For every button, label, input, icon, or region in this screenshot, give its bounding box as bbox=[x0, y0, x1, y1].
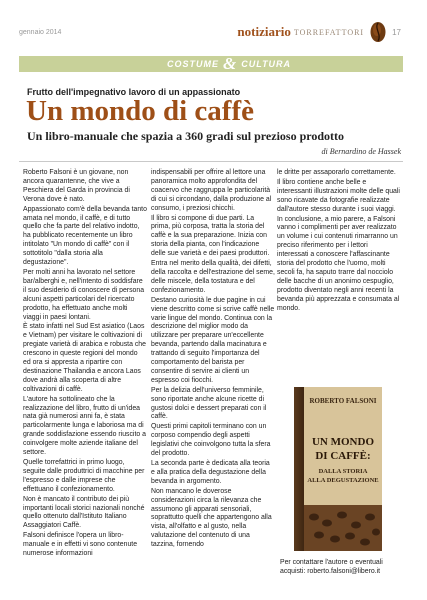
paragraph: Appassionato com'è della bevanda tanto amata nel mondo, il caffè, e di tutto quello che fa parte del relativo indotto, ha pubblicato recentemente un libro intitolato "Un mondo di caffè" con il sottotitolo "dalla storia alla degustazione". bbox=[23, 205, 147, 267]
paragraph: Questi primi capitoli terminano con un corposo compendio degli aspetti legislativi che coinvolgono tutta la sfera del prodotto. bbox=[151, 423, 271, 458]
coffee-bean-icon bbox=[369, 21, 387, 43]
book-author: ROBERTO FALSONI bbox=[309, 397, 377, 405]
paragraph: La seconda parte è dedicata alla teoria e alla pratica della degustazione della bevanda in argomento. bbox=[151, 460, 270, 485]
paragraph: Falsoni definisce l'opera un libro-manuale e in effetti vi sono contenute numerose informazioni bbox=[23, 532, 138, 558]
masthead bbox=[237, 22, 401, 42]
page-number: 17 bbox=[392, 27, 401, 37]
section-ampersand: & bbox=[223, 54, 238, 73]
paragraph: Il libro contiene anche belle e interessanti illustrazioni molte delle quali sono ricavate da fotografie realizzate dall'autore stesso durante i suoi viaggi. bbox=[277, 178, 400, 213]
book-subtitle-line2: ALLA DEGUSTAZIONE bbox=[307, 477, 379, 484]
divider bbox=[19, 161, 403, 162]
article-kicker: Frutto dell'impegnativo lavoro di un appassionato bbox=[27, 87, 241, 97]
paragraph: In conclusione, a mio parere, a Falsoni vanno i complimenti per aver realizzato un volume i cui contenuti rimarranno un preciso riferimento per i lettori interessati a conoscere l'affascinante storia del prodotto che l'uomo, molti secoli fa, ha saputo trarre dal nocciolo delle bacche di un anonimo cespuglio, prodotto diventato negli anni recenti la bevanda più apprezzata e consumata al mondo. bbox=[277, 215, 400, 312]
paragraph: Per la delizia dell'universo femminile, sono riportate anche alcune ricette di gustosi dolci e dessert preparati con il caffè. bbox=[151, 386, 267, 421]
section-bar bbox=[19, 56, 403, 72]
section-name-left: COSTUME bbox=[167, 59, 219, 69]
paragraph: L'autore ha sottolineato che la realizzazione del libro, frutto di un'idea nata già numerosi anni fa, è stata particolarmente lunga e laboriosa ma di grande soddisfazione essendo riuscito a coinvolgere molte aziende italiane del settore. bbox=[23, 395, 146, 457]
book-title-line2: DI CAFFÈ: bbox=[315, 450, 371, 462]
paragraph: Destano curiosità le due pagine in cui viene descritto come si scrive caffè nelle varie lingue del mondo. Continua con la descrizione del miglior modo da utilizzare per preparare un'eccellente bevanda, partendo dalla macinatura e trattando di seguito l'importanza del comportamento del barista per consentire di servire ai clienti un espresso coi fiocchi. bbox=[151, 296, 275, 384]
section-name-right: CULTURA bbox=[241, 59, 292, 69]
paragraph: Per molti anni ha lavorato nel settore bar/alberghi e, nell'intento di soddisfare il suo desiderio di conoscere di persona alcuni aspetti particolari del ricercato prodotto, ha effettuato anche molti viaggi in paesi lontani. bbox=[23, 268, 145, 321]
paragraph: Entra nel merito della qualità, dei difetti, della raccolta e dell'estrazione del seme, delle miscele, della tostatura e del confezionamento. bbox=[151, 260, 275, 294]
brand-subname: TORREFATTORI bbox=[293, 27, 365, 37]
article-title: Un mondo di caffè bbox=[26, 95, 254, 127]
book-subtitle-line1: DALLA STORIA bbox=[318, 468, 368, 475]
brand-name: notiziario bbox=[237, 24, 291, 39]
contact-caption: Per contattare l'autore o eventuali acquisti: roberto.falsoni@libero.it bbox=[280, 559, 383, 575]
book-cover-image bbox=[294, 387, 382, 551]
issue-date: gennaio 2014 bbox=[19, 29, 62, 36]
paragraph: indispensabili per offrire al lettore una panoramica molto approfondita del coacervo che raggruppa le particolarità di cui si circondano, dalla produzione al consumo, i preziosi chicchi. bbox=[151, 169, 272, 212]
paragraph: le dritte per assaporarlo correttamente. bbox=[277, 169, 396, 176]
article-subtitle: Un libro-manuale che spazia a 360 gradi sul prezioso prodotto bbox=[27, 129, 345, 143]
paragraph: È stato infatti nel Sud Est asiatico (Laos e Vietnam) per visitare le coltivazioni di pregiate varietà di arabica e robusta che crescono in queste regioni del mondo ed ora si appresta a ripartire con destinazione Thailandia e ancora Laos dove andrà alla scoperta di altre coltivazioni di caffè. bbox=[23, 323, 146, 393]
paragraph: Roberto Falsoni è un giovane, non ancora quarantenne, che vive a Peschiera del Garda in provincia di Verona dove è nato. bbox=[23, 169, 130, 203]
paragraph: Non è mancato il contributo dei più importanti locali storici nazionali nonché quello ottenuto dall'Istituto Italiano Assaggiatori Caffè. bbox=[23, 495, 145, 530]
text-column-3 bbox=[277, 169, 401, 315]
text-column-1 bbox=[23, 169, 147, 560]
article-byline: di Bernardino de Hassek bbox=[321, 147, 401, 156]
paragraph: Non mancano le doverose considerazioni circa la rilevanza che assumono gli apparati sensoriali, soprattutto quelli che appartengono alla vista, all'olfatto e al gusto, nella valutazione del contenuto di una tazzina, fornendo bbox=[151, 487, 272, 549]
section-label bbox=[167, 56, 291, 72]
book-title-line1: UN MONDO bbox=[311, 436, 375, 448]
paragraph: Quelle torrefattrici in primo luogo, seguite dalle produttrici di macchine per l'espresso e dalle imprese che effettuano il confezionamento. bbox=[23, 459, 145, 493]
paragraph: Il libro si compone di due parti. La prima, più corposa, tratta la storia del caffè e la sua preparazione. Inizia con storia della pianta, con l'indicazione delle sue varietà e dei paesi produttori. bbox=[151, 214, 270, 258]
text-column-2 bbox=[151, 169, 275, 551]
